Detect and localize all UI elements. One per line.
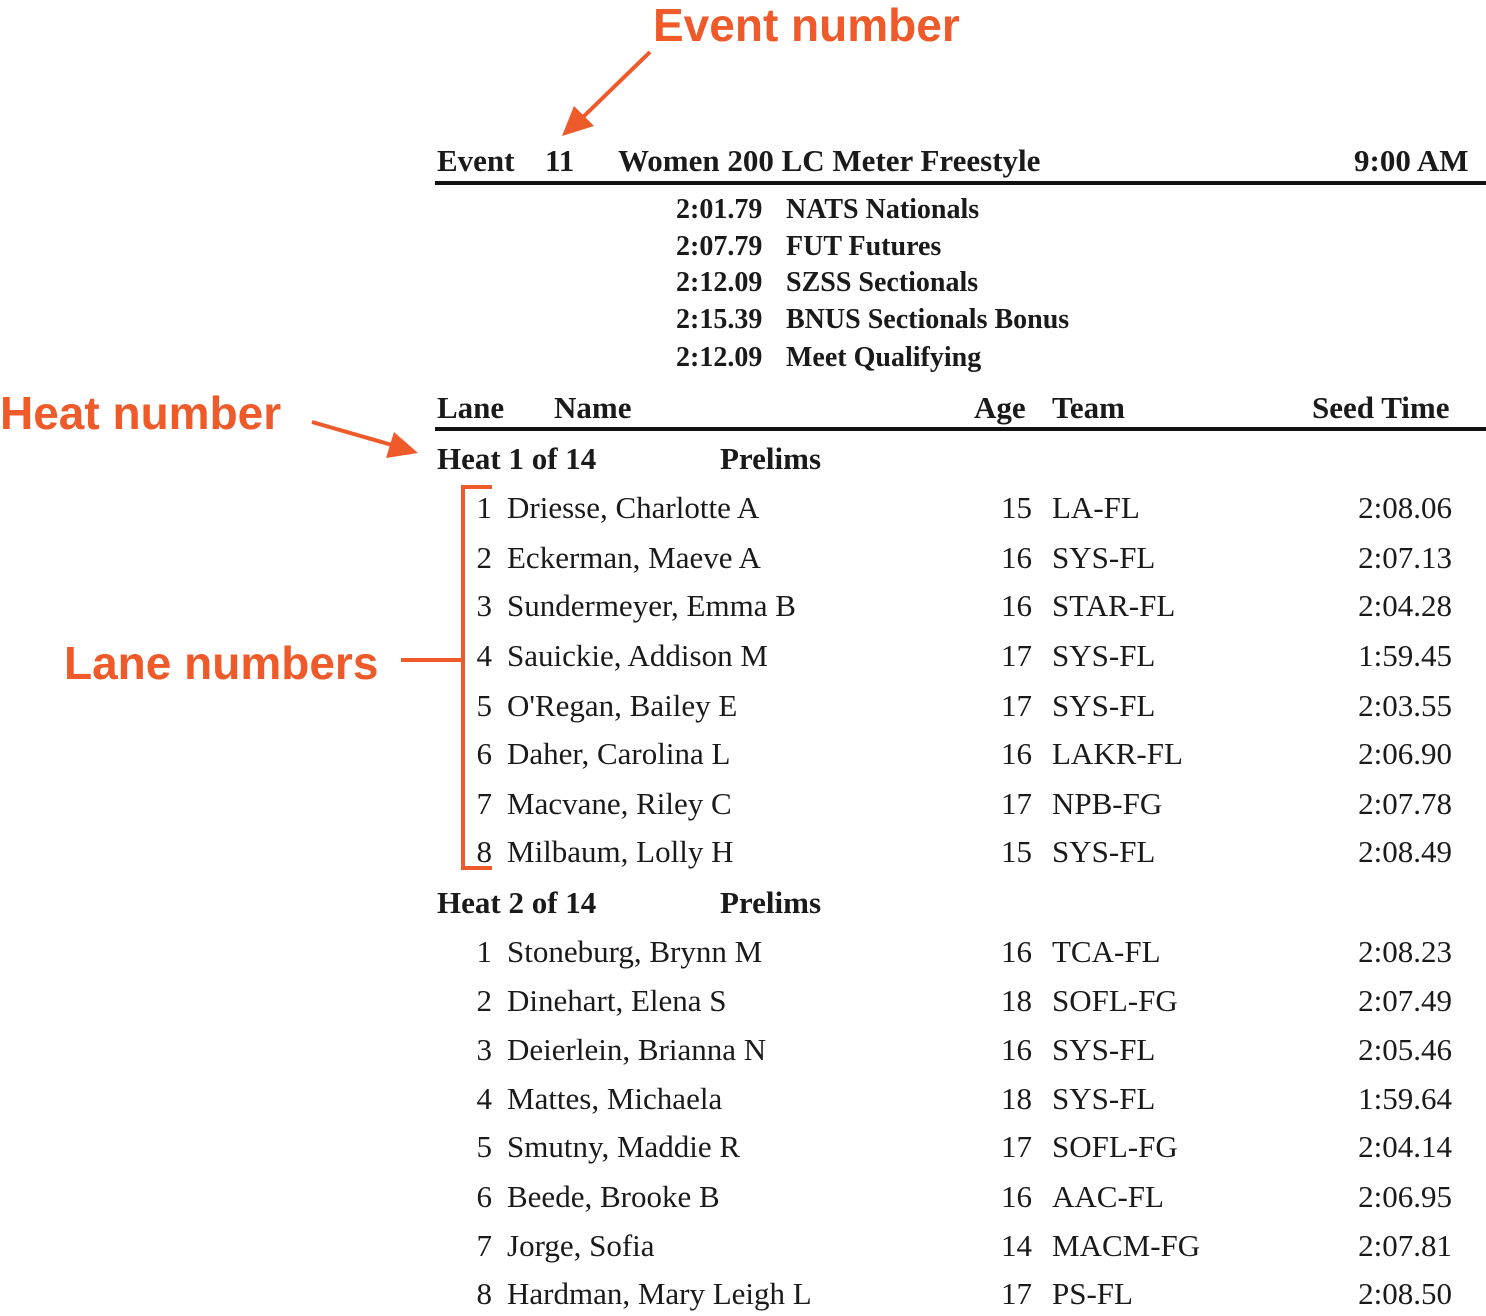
age-cell: 17: [1001, 1129, 1032, 1164]
column-header-age: Age: [974, 390, 1026, 425]
standard-name: Meet Qualifying: [786, 342, 982, 373]
standard-name: NATS Nationals: [786, 194, 980, 225]
event-number: 11: [545, 143, 575, 178]
heat-number: Heat 1 of 14: [437, 441, 597, 476]
age-cell: 17: [1001, 688, 1032, 723]
seed-time-cell: 2:06.95: [1358, 1179, 1452, 1214]
heat-round: Prelims: [720, 441, 822, 476]
standard-time: 2:15.39: [676, 304, 763, 335]
age-cell: 16: [1001, 934, 1032, 969]
heat-number: Heat 2 of 14: [437, 885, 597, 920]
lane-cell: 1: [476, 934, 492, 969]
team-cell: MACM-FG: [1052, 1228, 1201, 1263]
event-title: Women 200 LC Meter Freestyle: [618, 143, 1041, 178]
lane-cell: 2: [476, 983, 492, 1018]
age-cell: 18: [1001, 983, 1032, 1018]
seed-time-cell: 2:04.14: [1358, 1129, 1452, 1164]
age-cell: 16: [1001, 1032, 1032, 1067]
swimmer-name-cell: Macvane, Riley C: [507, 786, 732, 821]
team-cell: LA-FL: [1052, 490, 1140, 525]
age-cell: 17: [1001, 786, 1032, 821]
seed-time-cell: 1:59.45: [1358, 638, 1452, 673]
lane-cell: 8: [476, 834, 492, 869]
heat-number-annotation: Heat number: [0, 387, 282, 439]
table-row: [0, 1127, 1486, 1167]
swimmer-name-cell: Milbaum, Lolly H: [507, 834, 734, 869]
team-cell: SOFL-FG: [1052, 1129, 1178, 1164]
team-cell: SYS-FL: [1052, 638, 1156, 673]
table-row: [0, 1226, 1486, 1266]
standard-row: [676, 301, 1069, 338]
team-cell: PS-FL: [1052, 1276, 1133, 1311]
standard-row: [676, 191, 979, 228]
lane-cell: 6: [476, 1179, 492, 1214]
standard-name: FUT Futures: [786, 231, 942, 262]
table-row: [0, 784, 1486, 824]
seed-time-cell: 2:07.78: [1358, 786, 1452, 821]
seed-time-cell: 2:07.49: [1358, 983, 1452, 1018]
lane-cell: 2: [476, 540, 492, 575]
standard-row: [676, 228, 941, 265]
lane-cell: 7: [476, 786, 492, 821]
heat-title: [437, 885, 822, 920]
column-header-team: Team: [1052, 390, 1125, 425]
standard-time: 2:12.09: [676, 342, 763, 373]
seed-time-cell: 2:08.50: [1358, 1276, 1452, 1311]
swimmer-name-cell: Beede, Brooke B: [507, 1179, 720, 1214]
age-cell: 15: [1001, 490, 1032, 525]
seed-time-cell: 2:05.46: [1358, 1032, 1452, 1067]
swimmer-name-cell: Driesse, Charlotte A: [507, 490, 760, 525]
team-cell: SYS-FL: [1052, 1081, 1156, 1116]
lane-cell: 8: [476, 1276, 492, 1311]
swimmer-name-cell: O'Regan, Bailey E: [507, 688, 738, 723]
swimmer-name-cell: Stoneburg, Brynn M: [507, 934, 763, 969]
table-row: [0, 1177, 1486, 1217]
age-cell: 18: [1001, 1081, 1032, 1116]
event-label: Event: [437, 143, 515, 178]
age-cell: 17: [1001, 1276, 1032, 1311]
lane-cell: 3: [476, 588, 492, 623]
swimmer-name-cell: Jorge, Sofia: [507, 1228, 655, 1263]
table-row: [0, 1274, 1486, 1314]
seed-time-cell: 2:07.81: [1358, 1228, 1452, 1263]
table-row: [0, 1079, 1486, 1119]
lane-numbers-annotation: Lane numbers: [64, 637, 379, 689]
seed-time-cell: 2:06.90: [1358, 736, 1452, 771]
seed-time-cell: 2:04.28: [1358, 588, 1452, 623]
standard-row: [676, 339, 981, 376]
seed-time-cell: 2:08.49: [1358, 834, 1452, 869]
column-header-rule: [435, 427, 1486, 431]
team-cell: SYS-FL: [1052, 1032, 1156, 1067]
seed-time-cell: 2:03.55: [1358, 688, 1452, 723]
table-row: [0, 488, 1486, 528]
column-header-lane: Lane: [437, 390, 505, 425]
event-time: 9:00 AM: [1354, 143, 1469, 178]
team-cell: LAKR-FL: [1052, 736, 1183, 771]
heat-arrow-head: [386, 432, 418, 458]
team-cell: STAR-FL: [1052, 588, 1176, 623]
standard-name: BNUS Sectionals Bonus: [786, 304, 1070, 335]
standard-time: 2:01.79: [676, 194, 763, 225]
lane-cell: 1: [476, 490, 492, 525]
event-arrow-shaft: [580, 52, 650, 120]
team-cell: AAC-FL: [1052, 1179, 1164, 1214]
swimmer-name-cell: Daher, Carolina L: [507, 736, 731, 771]
team-cell: TCA-FL: [1052, 934, 1161, 969]
swimmer-name-cell: Deierlein, Brianna N: [507, 1032, 767, 1067]
table-row: [0, 686, 1486, 726]
age-cell: 16: [1001, 736, 1032, 771]
standard-time: 2:12.09: [676, 267, 763, 298]
heat-round: Prelims: [720, 885, 822, 920]
table-row: [0, 981, 1486, 1021]
heat-title: [437, 441, 822, 476]
seed-time-cell: 1:59.64: [1358, 1081, 1452, 1116]
age-cell: 16: [1001, 1179, 1032, 1214]
team-cell: NPB-FG: [1052, 786, 1163, 821]
heat-arrow-shaft: [312, 422, 392, 445]
age-cell: 15: [1001, 834, 1032, 869]
table-row: [0, 734, 1486, 774]
standard-time: 2:07.79: [676, 231, 763, 262]
column-header-seed-time: Seed Time: [1312, 390, 1450, 425]
team-cell: SYS-FL: [1052, 834, 1156, 869]
lane-cell: 6: [476, 736, 492, 771]
lane-cell: 5: [476, 688, 492, 723]
table-row: [0, 932, 1486, 972]
age-cell: 16: [1001, 588, 1032, 623]
table-row: [0, 538, 1486, 578]
header-rule: [435, 181, 1486, 185]
swimmer-name-cell: Sauickie, Addison M: [507, 638, 768, 673]
swimmer-name-cell: Sundermeyer, Emma B: [507, 588, 796, 623]
age-cell: 14: [1001, 1228, 1032, 1263]
seed-time-cell: 2:08.06: [1358, 490, 1452, 525]
column-header-name: Name: [554, 390, 632, 425]
lane-cell: 3: [476, 1032, 492, 1067]
table-row: [0, 636, 1486, 676]
table-row: [0, 1030, 1486, 1070]
swimmer-name-cell: Mattes, Michaela: [507, 1081, 723, 1116]
table-row: [0, 586, 1486, 626]
lane-cell: 5: [476, 1129, 492, 1164]
team-cell: SOFL-FG: [1052, 983, 1178, 1018]
lane-cell: 4: [476, 1081, 492, 1116]
table-row: [0, 832, 1486, 872]
age-cell: 16: [1001, 540, 1032, 575]
swimmer-name-cell: Eckerman, Maeve A: [507, 540, 761, 575]
lane-cell: 7: [476, 1228, 492, 1263]
team-cell: SYS-FL: [1052, 540, 1156, 575]
swimmer-name-cell: Smutny, Maddie R: [507, 1129, 741, 1164]
team-cell: SYS-FL: [1052, 688, 1156, 723]
seed-time-cell: 2:07.13: [1358, 540, 1452, 575]
seed-time-cell: 2:08.23: [1358, 934, 1452, 969]
event-number-annotation: Event number: [653, 0, 960, 51]
swimmer-name-cell: Dinehart, Elena S: [507, 983, 727, 1018]
age-cell: 17: [1001, 638, 1032, 673]
standard-name: SZSS Sectionals: [786, 267, 979, 298]
lane-cell: 4: [476, 638, 492, 673]
standard-row: [676, 264, 978, 301]
swimmer-name-cell: Hardman, Mary Leigh L: [507, 1276, 812, 1311]
